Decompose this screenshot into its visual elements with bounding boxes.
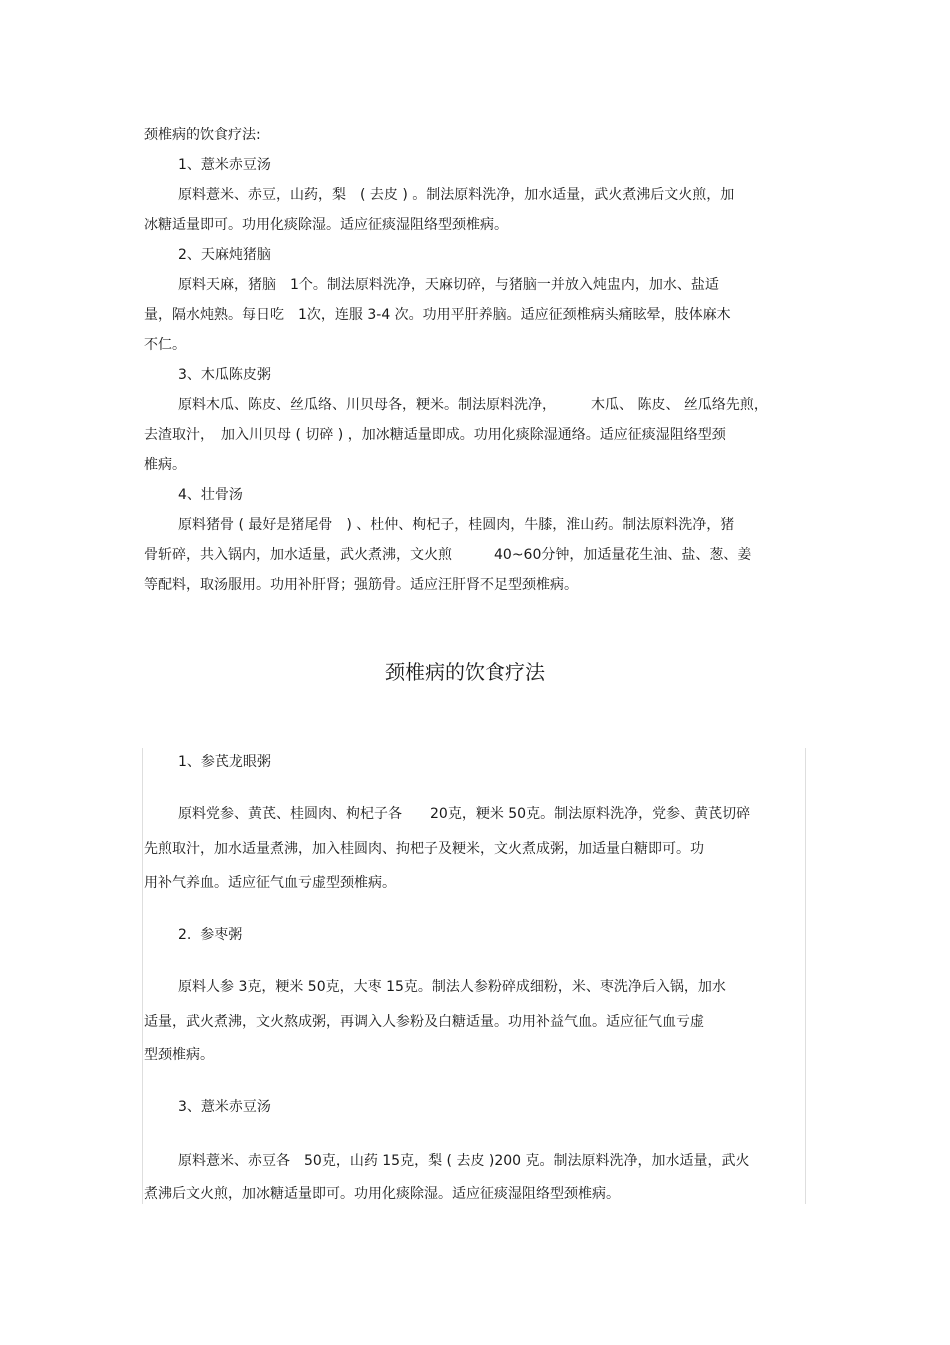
section-heading: 颈椎病的饮食疗法: bbox=[144, 127, 261, 143]
recipe-text-line: 不仁。 bbox=[144, 337, 186, 353]
recipe-text-line: 原料木瓜、陈皮、丝瓜络、川贝母各，粳米。制法原料洗净， 木瓜、 陈皮、 丝瓜络先煎， bbox=[178, 397, 768, 413]
recipe-title: 2. 参枣粥 bbox=[178, 927, 243, 943]
recipe-text-line: 原料薏米、赤豆各 50克，山药 15克，梨 ( 去皮 )200 克。制法原料洗净，加水适量，武火 bbox=[178, 1153, 750, 1169]
recipe-text-line: 原料猪骨 ( 最好是猪尾骨 ) 、杜仲、枸杞子，桂圆肉，牛膝，淮山药。制法原料洗净，猪 bbox=[178, 517, 735, 533]
recipe-text-line: 型颈椎病。 bbox=[144, 1047, 214, 1063]
recipe-text-line: 原料天麻，猪脑 1个。制法原料洗净，天麻切碎，与猪脑一并放入炖盅内，加水、盐适 bbox=[178, 277, 719, 293]
recipe-title: 1、参芪龙眼粥 bbox=[178, 754, 271, 770]
recipe-title: 3、薏米赤豆汤 bbox=[178, 1099, 271, 1115]
recipe-title: 1、薏米赤豆汤 bbox=[178, 157, 271, 173]
recipe-text-line: 煮沸后文火煎，加冰糖适量即可。功用化痰除湿。适应征痰湿阻络型颈椎病。 bbox=[144, 1186, 620, 1202]
recipe-title: 2、天麻炖猪脑 bbox=[178, 247, 271, 263]
recipe-text-line: 原料人参 3克，粳米 50克，大枣 15克。制法人参粉碎成细粉，米、枣洗净后入锅，加水 bbox=[178, 979, 726, 995]
frame-left-border bbox=[142, 748, 143, 1204]
page-title: 颈椎病的饮食疗法 bbox=[385, 660, 545, 684]
recipe-text-line: 先煎取汁，加水适量煮沸，加入桂圆肉、拘杷子及粳米，文火煮成粥，加适量白糖即可。功 bbox=[144, 841, 704, 857]
recipe-text-line: 等配料，取汤服用。功用补肝肾；强筋骨。适应汪肝肾不足型颈椎病。 bbox=[144, 577, 578, 593]
recipe-title: 3、木瓜陈皮粥 bbox=[178, 367, 271, 383]
recipe-text-line: 去渣取汁， 加入川贝母 ( 切碎 ) ，加冰糖适量即成。功用化痰除湿通络。适应征痰湿阻络型颈 bbox=[144, 427, 726, 443]
recipe-text-line: 原料党参、黄芪、桂圆肉、枸杞子各 20克，粳米 50克。制法原料洗净，党参、黄芪切碎 bbox=[178, 806, 751, 822]
recipe-text-line: 骨斩碎，共入锅内，加水适量，武火煮沸，文火煎 40~60分钟，加适量花生油、盐、葱、姜 bbox=[144, 547, 752, 563]
recipe-text-line: 椎病。 bbox=[144, 457, 186, 473]
recipe-title: 4、壮骨汤 bbox=[178, 487, 243, 503]
recipe-text-line: 用补气养血。适应征气血亏虚型颈椎病。 bbox=[144, 875, 396, 891]
recipe-text-line: 量，隔水炖熟。每日吃 1次，连服 3-4 次。功用平肝养脑。适应征颈椎病头痛眩晕，肢体麻木 bbox=[144, 307, 731, 323]
recipe-text-line: 原料薏米、赤豆，山药，梨 ( 去皮 ) 。制法原料洗净，加水适量，武火煮沸后文火煎，加 bbox=[178, 187, 735, 203]
frame-right-border bbox=[805, 748, 806, 1204]
recipe-text-line: 冰糖适量即可。功用化痰除湿。适应征痰湿阻络型颈椎病。 bbox=[144, 217, 508, 233]
recipe-text-line: 适量，武火煮沸，文火熬成粥，再调入人参粉及白糖适量。功用补益气血。适应征气血亏虚 bbox=[144, 1014, 704, 1030]
